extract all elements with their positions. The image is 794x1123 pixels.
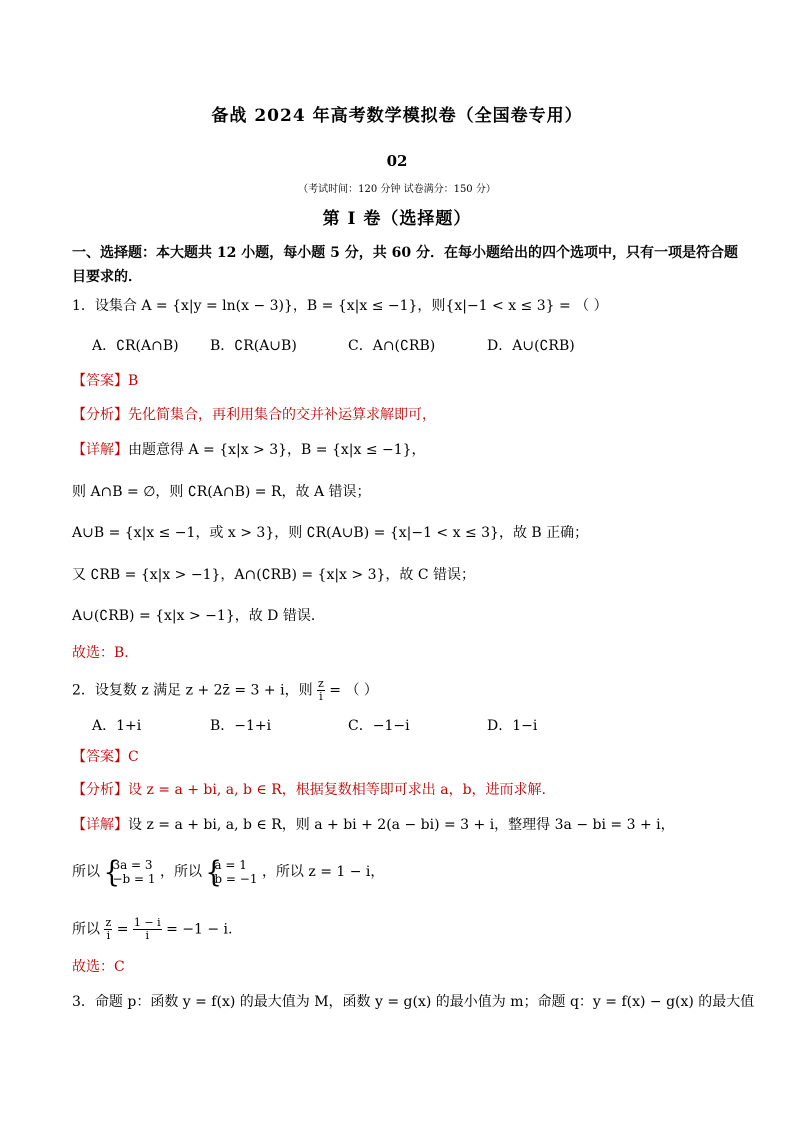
q1-answer — [72, 371, 138, 391]
equation-system-1 — [104, 858, 155, 886]
system-line: { 3a = 3 — [112, 858, 153, 872]
q1-detail-2: 则 A∩B = ∅，则 ∁R(A∩B) = R，故 A 错误； — [72, 484, 371, 500]
paper-number: 02 — [386, 152, 408, 170]
separator-text: ，所以 z = 1 − i， — [261, 864, 385, 880]
q1-option-b: B．∁R(A∪B) — [210, 338, 297, 354]
q2-option-b: B．−1+i — [210, 718, 272, 734]
instructions-line-2: 目要求的． — [72, 269, 142, 285]
q2-detail-1 — [72, 815, 675, 835]
q1-option-d: D．A∪(∁RB) — [487, 338, 575, 354]
separator-text: ，所以 — [159, 864, 202, 880]
analysis-text: 设 z = a + bi, a, b ∈ R，根据复数相等即可求出 a，b，进而求解. — [128, 782, 546, 798]
fraction-denominator: i — [106, 929, 111, 942]
system-line: −b = 1 — [112, 872, 156, 886]
q2-detail-3 — [72, 917, 232, 942]
detail-text: 设 z = a + bi, a, b ∈ R，则 a + bi + 2(a − bi) = 3 + i，整理得 3a − bi = 3 + i， — [128, 817, 675, 833]
fraction-numerator: z — [318, 677, 324, 690]
detail-label: 【详解】 — [72, 817, 128, 833]
q1-detail-5: A∪(∁RB) = {x|x > −1}，故 D 错误． — [72, 608, 325, 624]
fraction-result — [133, 917, 162, 942]
q1-analysis — [72, 405, 436, 425]
q2-stem-fraction — [317, 678, 325, 703]
analysis-text: 先化简集合，再利用集合的交并补运算求解即可， — [128, 407, 436, 423]
q2-stem-text: 2．设复数 z 满足 z + 2z̄ = 3 + i，则 — [72, 682, 313, 699]
q2-choice: 故选：C — [72, 959, 125, 975]
q1-choice: 故选：B. — [72, 645, 129, 661]
q2-option-d: D．1−i — [487, 718, 538, 734]
page-title: 备战 2024 年高考数学模拟卷（全国卷专用） — [211, 106, 583, 126]
answer-label: 【答案】 — [72, 373, 128, 389]
q2-option-a: A．1+i — [92, 718, 142, 734]
detail-label: 【详解】 — [72, 442, 128, 458]
q2-stem-tail: = （ ） — [329, 682, 378, 699]
analysis-label: 【分析】 — [72, 407, 128, 423]
fraction-numerator: z — [105, 916, 112, 929]
q2-analysis — [72, 780, 546, 800]
answer-label: 【答案】 — [72, 749, 128, 765]
q1-detail-4: 又 ∁RB = {x|x > −1}，A∩(∁RB) = {x|x > 3}，故 C 错误； — [72, 567, 476, 583]
fraction-denominator: i — [145, 929, 150, 942]
q2-answer — [72, 747, 139, 767]
exam-info: （考试时间：120 分钟 试卷满分：150 分） — [298, 184, 496, 195]
fraction-numerator: 1 − i — [133, 916, 161, 929]
q1-stem: 1．设集合 A = {x|y = ln(x − 3)}，B = {x|x ≤ −1}，则{x|−1 < x ≤ 3} = （ ） — [72, 298, 608, 314]
result-tail: = −1 − i. — [166, 921, 233, 938]
suoyi-text: 所以 — [72, 864, 100, 880]
q1-detail-3: A∪B = {x|x ≤ −1，或 x > 3}，则 ∁R(A∪B) = {x|−1 < x ≤ 3}，故 B 正确； — [72, 525, 589, 541]
answer-value: B — [128, 373, 139, 389]
system-line: { a = 1 — [214, 858, 247, 872]
analysis-label: 【分析】 — [72, 782, 128, 798]
q2-detail-2 — [72, 858, 384, 886]
system-line: b = −1 — [214, 872, 258, 886]
equation-system-2 — [206, 858, 257, 886]
q1-option-a: A．∁R(A∩B) — [92, 338, 179, 354]
detail-text: 由题意得 A = {x|x > 3}，B = {x|x ≤ −1}， — [128, 442, 426, 458]
equals-sign: = — [116, 921, 133, 938]
section-title: 第 I 卷（选择题） — [322, 209, 472, 229]
q1-option-c: C．A∩(∁RB) — [348, 338, 436, 354]
answer-value: C — [128, 749, 139, 765]
fraction-denominator: i — [319, 690, 323, 703]
instructions-line-1: 一、选择题：本大题共 12 小题，每小题 5 分，共 60 分．在每小题给出的四个选项中，只有一项是符合题 — [72, 245, 738, 261]
q2-option-c: C．−1−i — [348, 718, 410, 734]
fraction-z-over-i — [104, 917, 112, 942]
q1-detail-1 — [72, 440, 426, 460]
suoyi-text: 所以 — [72, 921, 100, 938]
q3-stem: 3．命题 p：函数 y = f(x) 的最大值为 M，函数 y = g(x) 的最小值为 m；命题 q：y = f(x) − g(x) 的最大值 — [72, 994, 755, 1010]
q2-stem — [72, 678, 378, 703]
